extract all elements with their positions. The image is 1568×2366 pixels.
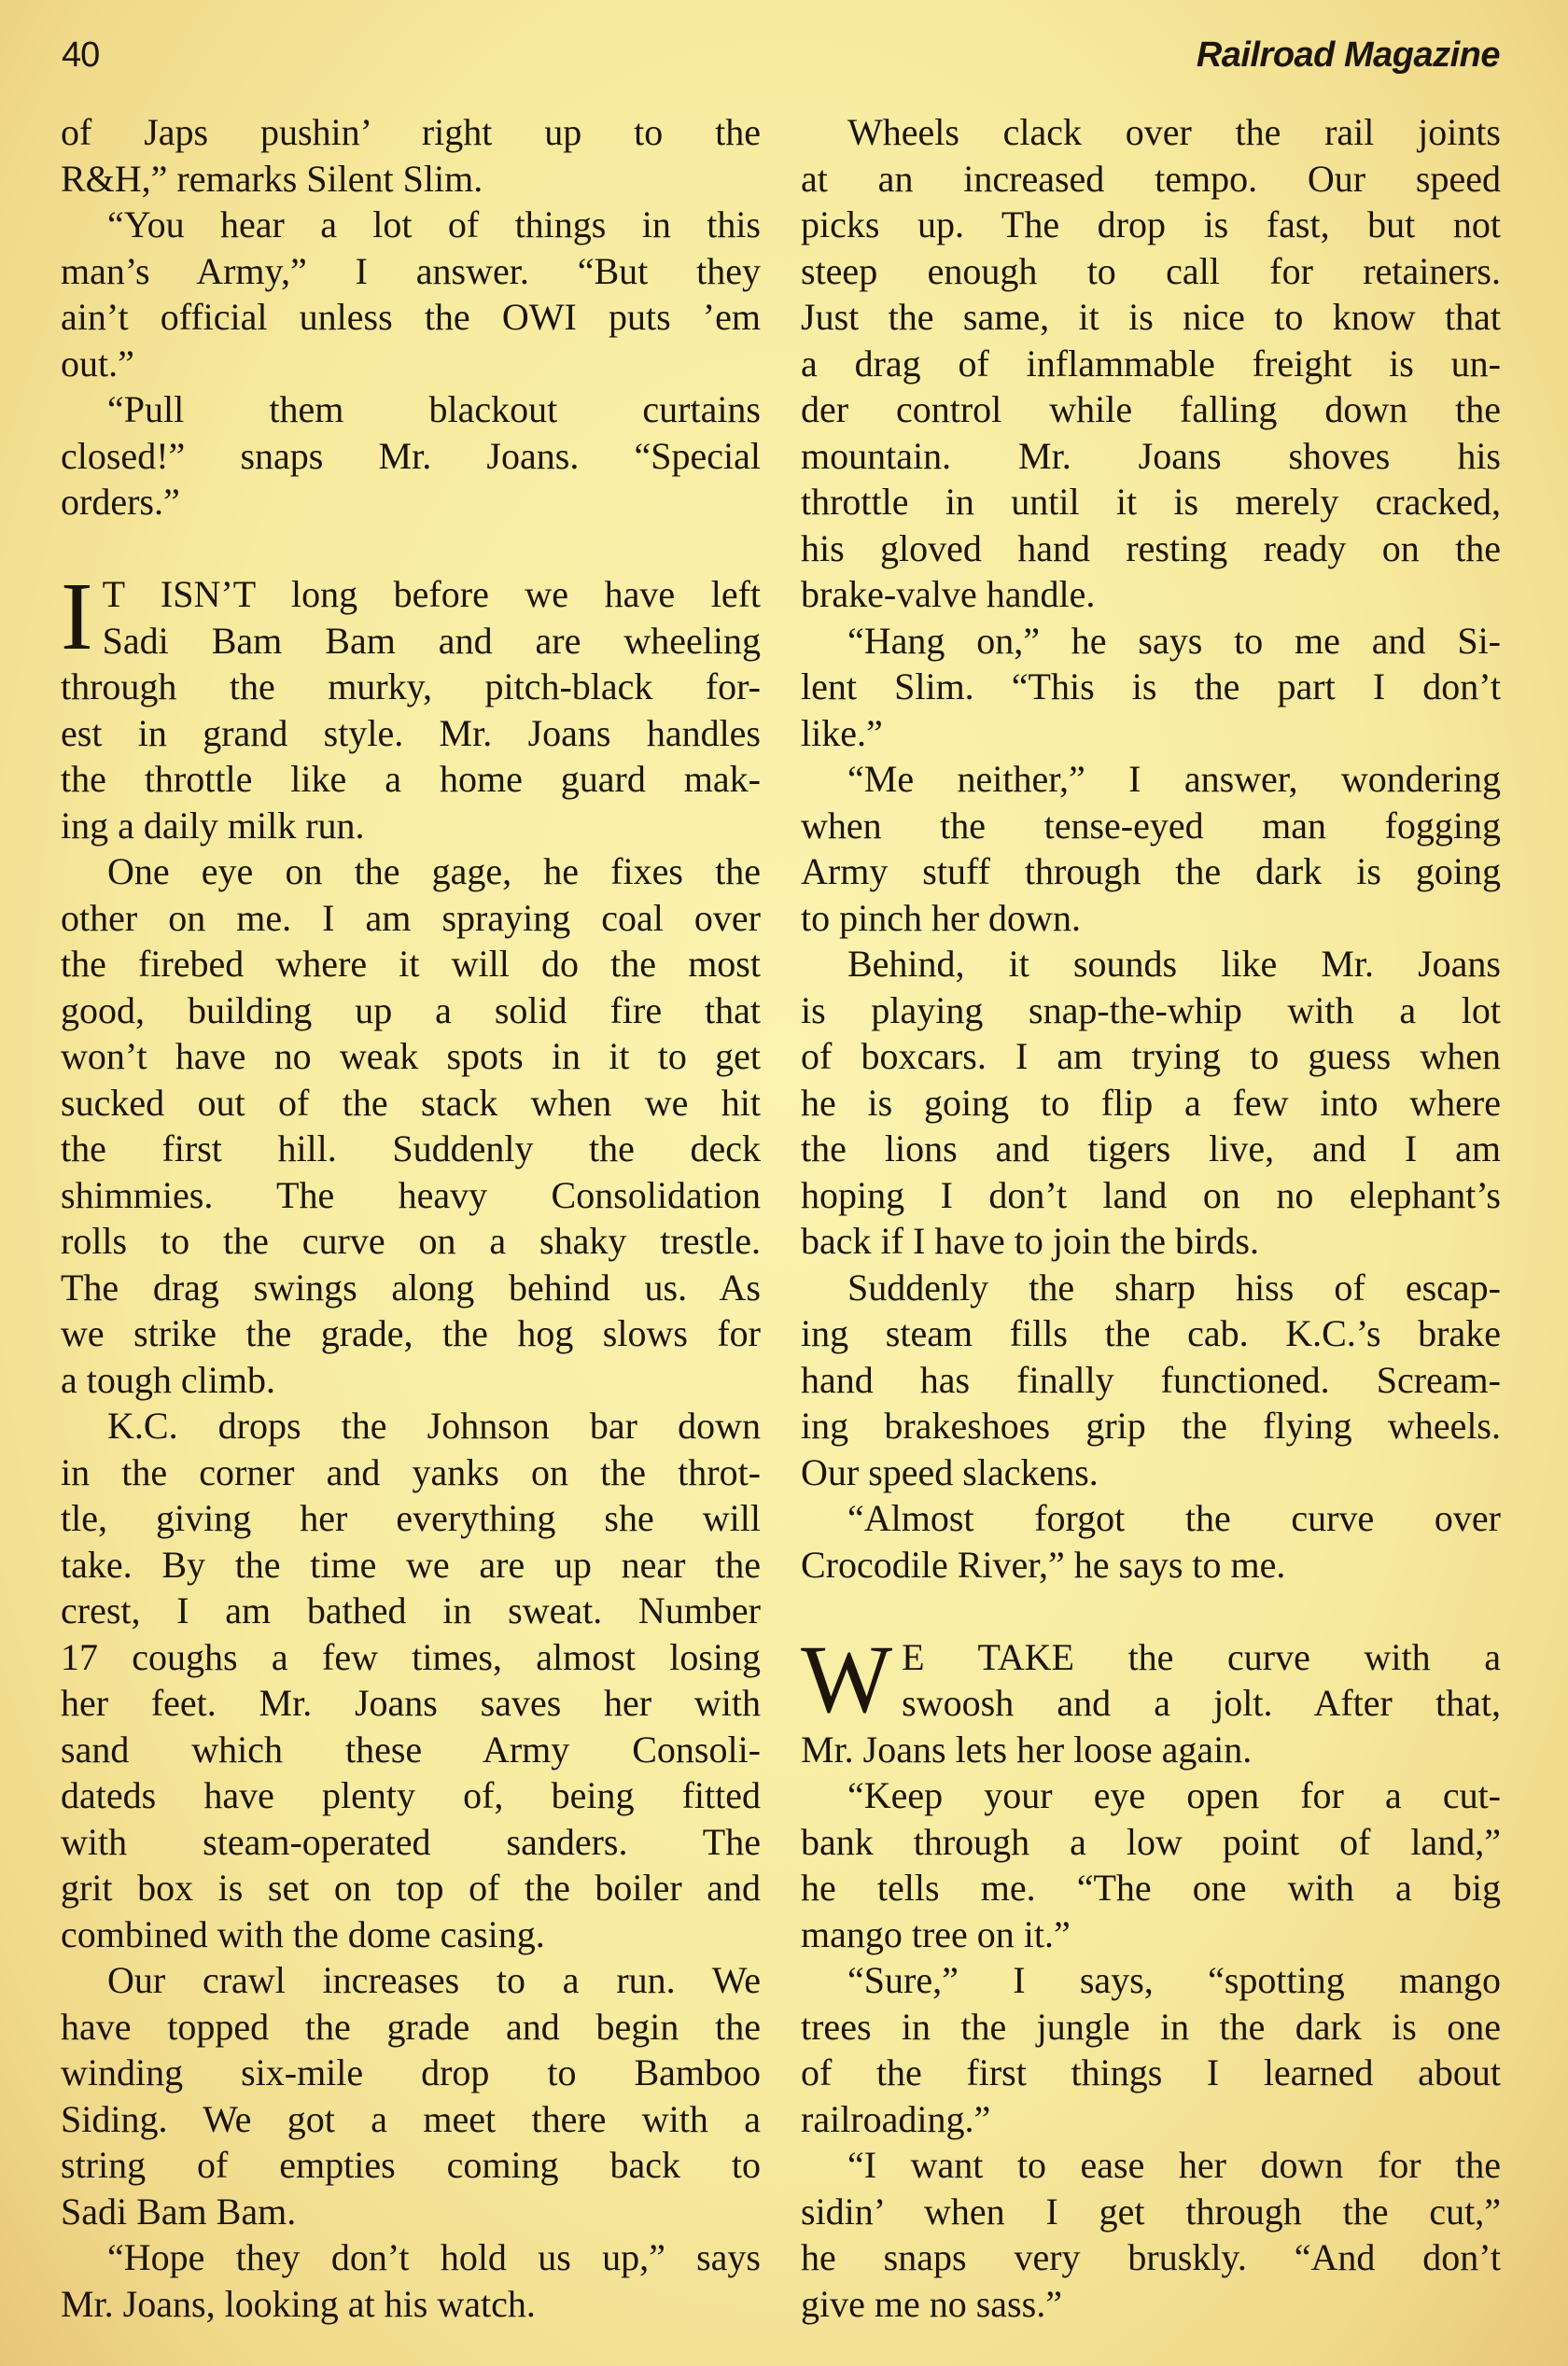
text-line: of the first things I learned about	[801, 2051, 1501, 2093]
text-line: E TAKE the curve with a	[902, 1635, 1501, 1678]
text-line: give me no sass.”	[801, 2282, 1062, 2325]
text-line: the throttle like a home guard mak-	[61, 758, 761, 800]
text-line: shimmies. The heavy Consolidation	[61, 1173, 761, 1216]
text-line: lent Slim. “This is the part I don’t	[801, 665, 1501, 707]
text-line: mountain. Mr. Joans shoves his	[801, 434, 1501, 477]
text-line: Army stuff through the dark is going	[801, 850, 1501, 892]
text-line: sucked out of the stack when we hit	[61, 1081, 761, 1124]
text-line: picks up. The drop is fast, but not	[801, 203, 1501, 245]
text-line: crest, I am bathed in sweat. Number	[61, 1589, 761, 1631]
text-line: “Pull them blackout curtains	[107, 388, 761, 430]
text-line: grit box is set on top of the boiler and	[61, 1867, 761, 1909]
text-line: string of empties coming back to	[61, 2144, 761, 2186]
left-column	[61, 109, 761, 2327]
text-line: swoosh and a jolt. After that,	[902, 1682, 1501, 1724]
text-line: Mr. Joans lets her loose again.	[801, 1728, 1253, 1771]
text-line: we strike the grade, the hog slows for	[61, 1312, 761, 1354]
text-line: K.C. drops the Johnson bar down	[107, 1405, 761, 1447]
text-line: a drag of inflammable freight is un-	[801, 342, 1501, 385]
text-line: have topped the grade and begin the	[61, 2005, 761, 2048]
text-line: he is going to flip a few into where	[801, 1081, 1501, 1124]
text-line: railroading.”	[801, 2097, 991, 2140]
text-line: with steam-operated sanders. The	[61, 1820, 761, 1863]
text-line: Sadi Bam Bam and are wheeling	[102, 619, 761, 662]
text-line: the firebed where it will do the most	[61, 943, 761, 985]
text-line: the first hill. Suddenly the deck	[61, 1127, 761, 1169]
text-line: other on me. I am spraying coal over	[61, 896, 761, 939]
text-line: trees in the jungle in the dark is one	[801, 2005, 1501, 2048]
text-line: Behind, it sounds like Mr. Joans	[847, 943, 1501, 985]
drop-cap: W	[801, 1625, 893, 1733]
text-line: a tough climb.	[61, 1358, 275, 1401]
text-line: ing steam fills the cab. K.C.’s brake	[801, 1312, 1501, 1354]
text-line: est in grand style. Mr. Joans handles	[61, 711, 761, 754]
text-line: One eye on the gage, he fixes the	[107, 850, 761, 892]
text-line: Our crawl increases to a run. We	[107, 1959, 761, 2001]
text-line: “Hang on,” he says to me and Si-	[847, 619, 1501, 662]
text-line: Sadi Bam Bam.	[61, 2190, 297, 2233]
text-line: the lions and tigers live, and I am	[801, 1127, 1501, 1169]
text-line: T ISN’T long before we have left	[102, 573, 761, 615]
text-line: closed!” snaps Mr. Joans. “Special	[61, 434, 761, 477]
text-line: ing a daily milk run.	[61, 804, 365, 847]
text-line: “Sure,” I says, “spotting mango	[847, 1959, 1501, 2001]
text-line: he snaps very bruskly. “And don’t	[801, 2236, 1501, 2278]
text-line: hand has finally functioned. Scream-	[801, 1358, 1501, 1401]
text-line: Mr. Joans, looking at his watch.	[61, 2282, 536, 2325]
text-line: der control while falling down the	[801, 388, 1501, 430]
text-line: man’s Army,” I answer. “But they	[61, 249, 761, 292]
text-line: won’t have no weak spots in it to get	[61, 1035, 761, 1077]
text-line: his gloved hand resting ready on the	[801, 526, 1501, 569]
text-line: “Me neither,” I answer, wondering	[847, 758, 1501, 800]
text-line: brake-valve handle.	[801, 573, 1096, 615]
drop-cap: I	[61, 563, 93, 670]
text-line: The drag swings along behind us. As	[61, 1266, 761, 1309]
text-line: hoping I don’t land on no elephant’s	[801, 1173, 1501, 1216]
text-line: her feet. Mr. Joans saves her with	[61, 1682, 761, 1724]
text-line: Just the same, it is nice to know that	[801, 296, 1501, 338]
text-line: Crocodile River,” he says to me.	[801, 1543, 1286, 1586]
text-line: Wheels clack over the rail joints	[847, 111, 1501, 153]
text-line: Suddenly the sharp hiss of escap-	[847, 1266, 1501, 1309]
text-line: is playing snap-the-whip with a lot	[801, 988, 1501, 1031]
text-line: out.”	[61, 342, 134, 385]
text-line: “Hope they don’t hold us up,” says	[107, 2236, 761, 2278]
text-line: “Almost forgot the curve over	[847, 1497, 1501, 1539]
text-line: sand which these Army Consoli-	[61, 1728, 761, 1771]
text-line: “I want to ease her down for the	[847, 2144, 1501, 2186]
text-line: combined with the dome casing.	[61, 1912, 545, 1955]
magazine-title: Railroad Magazine	[1196, 35, 1500, 75]
text-line: mango tree on it.”	[801, 1912, 1071, 1955]
text-line: rolls to the curve on a shaky trestle.	[61, 1220, 761, 1262]
text-line: of Japs pushin’ right up to the	[61, 111, 761, 153]
text-line: ing brakeshoes grip the flying wheels.	[801, 1405, 1501, 1447]
paragraph-gap	[801, 1588, 1501, 1634]
text-line: back if I have to join the birds.	[801, 1220, 1259, 1262]
text-line: at an increased tempo. Our speed	[801, 157, 1501, 200]
text-line: Our speed slackens.	[801, 1450, 1099, 1493]
text-line: through the murky, pitch-black for-	[61, 665, 761, 707]
text-line: bank through a low point of land,”	[801, 1820, 1501, 1863]
text-line: orders.”	[61, 481, 180, 523]
text-line: tle, giving her everything she will	[61, 1497, 761, 1539]
text-line: winding six-mile drop to Bamboo	[61, 2051, 761, 2093]
text-line: dateds have plenty of, being fitted	[61, 1774, 761, 1816]
text-line: good, building up a solid fire that	[61, 988, 761, 1031]
text-line: steep enough to call for retainers.	[801, 249, 1501, 292]
text-line: sidin’ when I get through the cut,”	[801, 2190, 1501, 2233]
text-line: R&H,” remarks Silent Slim.	[61, 157, 483, 200]
text-line: he tells me. “The one with a big	[801, 1867, 1501, 1909]
paragraph-gap	[61, 525, 761, 572]
text-line: take. By the time we are up near the	[61, 1543, 761, 1586]
text-line: in the corner and yanks on the throt-	[61, 1450, 761, 1493]
text-line: when the tense-eyed man fogging	[801, 804, 1501, 847]
text-line: of boxcars. I am trying to guess when	[801, 1035, 1501, 1077]
text-line: “You hear a lot of things in this	[107, 203, 761, 245]
text-line: 17 coughs a few times, almost losing	[61, 1635, 761, 1678]
right-column	[801, 109, 1501, 2327]
text-line: throttle in until it is merely cracked,	[801, 481, 1501, 523]
text-line: “Keep your eye open for a cut-	[847, 1774, 1501, 1816]
text-line: ain’t official unless the OWI puts ’em	[61, 296, 761, 338]
text-line: Siding. We got a meet there with a	[61, 2097, 761, 2140]
text-line: like.”	[801, 711, 883, 754]
page-number: 40	[62, 35, 100, 75]
text-line: to pinch her down.	[801, 896, 1081, 939]
